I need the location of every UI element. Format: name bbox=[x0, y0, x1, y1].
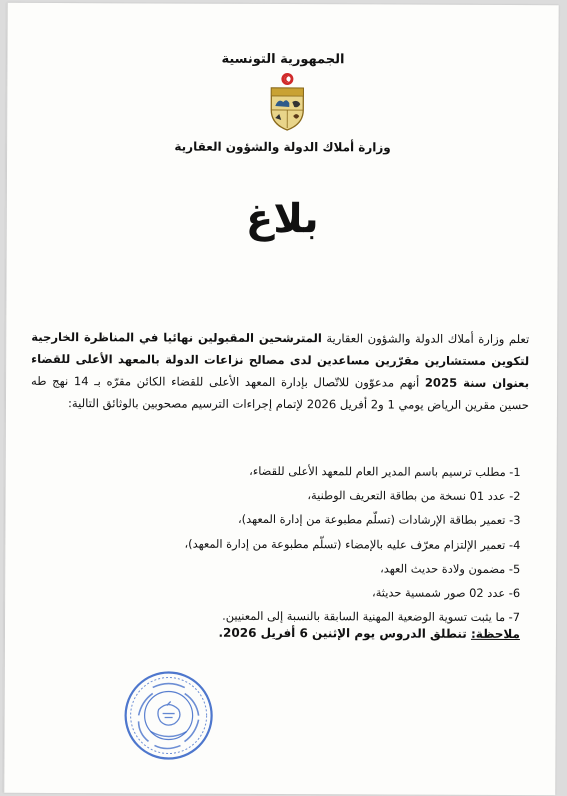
note bbox=[218, 626, 520, 641]
list-item: 7- ما يثبت تسوية الوضعية المهنية السابقة بالنسبة إلى المعنيين. bbox=[222, 608, 521, 625]
notice-details: أنهم مدعوّون للاتّصال بإدارة المعهد الأعلى للقضاء الكائن مقرّه بـ 14 نهج طه حسين مقرين الرياض يومي 1 و2 أفريل 2026 لإتمام إجراءات الترسيم مصحوبين بالوثائق التالية: bbox=[31, 373, 530, 413]
note-label: ملاحظة: bbox=[470, 626, 521, 642]
country-name: الجمهورية التونسية bbox=[221, 51, 345, 68]
official-stamp-icon bbox=[122, 669, 214, 761]
list-item: 1- مطلب ترسيم باسم المدير العام للمعهد الأعلى للقضاء، bbox=[249, 463, 521, 480]
notice-candidates: المترشحين المقبولين نهائيا في المناظرة الخارجية لتكوين مستشارين مقرّرين مساعدين لدى مصالح نزاعات الدولة بالمعهد الأعلى للقضاء بعنوان سنة 2025 bbox=[31, 329, 530, 391]
document-title: بلاغ bbox=[245, 195, 319, 243]
list-item: 3- تعمير بطاقة الإرشادات (تسلّم مطبوعة من إدارة المعهد)، bbox=[237, 512, 521, 528]
list-item: 2- عدد 01 نسخة من بطاقة التعريف الوطنية، bbox=[307, 488, 521, 504]
document-page bbox=[3, 3, 558, 795]
list-item: 4- تعمير الإلتزام معرّف عليه بالإمضاء (تسلّم مطبوعة من إدارة المعهد)، bbox=[184, 536, 521, 552]
tunisia-coat-of-arms-icon bbox=[265, 72, 309, 134]
list-item: 6- عدد 02 صور شمسية حديثة، bbox=[372, 585, 521, 601]
notice-intro: تعلم وزارة أملاك الدولة والشؤون العقارية bbox=[321, 331, 530, 347]
ministry-name: وزارة أملاك الدولة والشؤون العقارية bbox=[174, 139, 391, 155]
required-documents-list bbox=[40, 458, 521, 630]
list-item: 5- مضمون ولادة حديث العهد، bbox=[380, 561, 521, 576]
note-text: تنطلق الدروس يوم الإثنين 6 أفريل 2026. bbox=[218, 625, 472, 641]
notice-body bbox=[31, 326, 529, 416]
